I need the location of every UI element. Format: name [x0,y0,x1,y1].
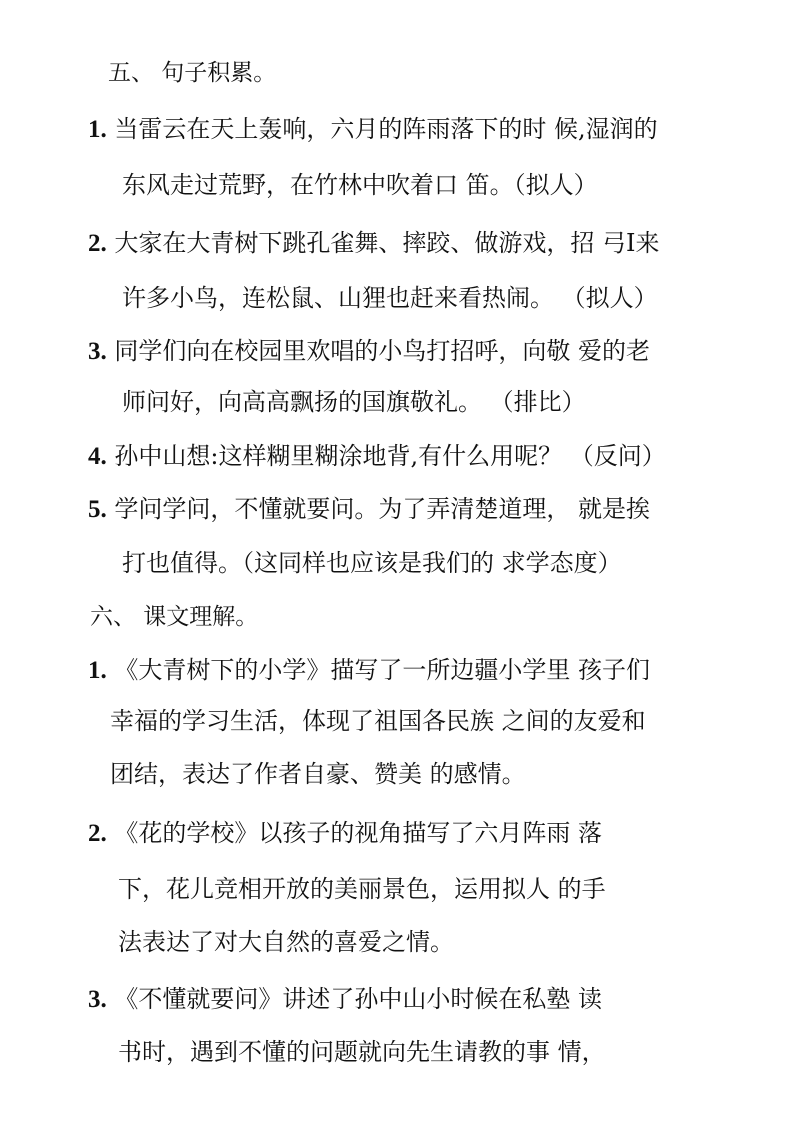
section-six-heading: 六、 课文理解。 [90,604,259,630]
item-number: 1. [88,116,107,143]
item-text: 《大青树下的小学》描写了一所边疆小学里 孩子们 [114,656,651,684]
item-text-continued: 打也值得。（这同样也应该是我们的 求学态度） [122,549,622,577]
item-number: 1. [88,657,107,684]
item-number: 3. [88,986,107,1013]
item-text-continued: 团结，表达了作者自豪、赞美 的感情。 [110,760,526,788]
item-text-continued: 下，花儿竞相开放的美丽景色，运用拟人 的手 [118,875,606,903]
item-text-continued: 许多小鸟，连松鼠、山狸也赶来看热闹。 （拟人） [122,284,658,312]
item-text-continued: 书时，遇到不懂的问题就向先生请教的事 情， [118,1038,606,1066]
item-text-continued: 幸福的学习生活，体现了祖国各民族 之间的友爱和 [110,707,646,735]
list-item [88,818,602,849]
item-text-continued: 法表达了对大自然的喜爱之情。 [118,928,454,956]
list-item [88,114,658,145]
item-text: 孙中山想:这样糊里糊涂地背,有什么用呢？ （反问） [114,442,666,470]
item-text: 学问学问，不懂就要问。为了弄清楚道理， 就是挨 [114,495,651,523]
item-text-continued: 师问好，向高高飘扬的国旗敬礼。 （排比） [122,388,586,416]
item-text-continued: 东风走过荒野，在竹林中吹着口 笛。（拟人） [122,171,598,199]
item-text: 《不懂就要问》讲述了孙中山小时候在私塾 读 [114,985,603,1013]
item-number: 2. [88,820,107,847]
item-text: 同学们向在校园里欢唱的小鸟打招呼，向敬 爱的老 [114,337,651,365]
item-number: 3. [88,338,107,365]
item-text: 《花的学校》以孩子的视角描写了六月阵雨 落 [114,819,603,847]
list-item [88,984,602,1015]
item-number: 5. [88,496,107,523]
list-item [88,228,660,259]
item-number: 4. [88,443,107,470]
list-item [88,441,666,472]
list-item [88,494,650,525]
list-item [88,336,650,367]
item-text: 大家在大青树下跳孔雀舞、摔跤、做游戏，招 弓I来 [114,229,660,257]
item-number: 2. [88,230,107,257]
section-five-heading: 五、 句子积累。 [108,60,277,86]
item-text: 当雷云在天上轰响，六月的阵雨落下的时 候,湿润的 [114,115,658,143]
list-item [88,655,650,686]
